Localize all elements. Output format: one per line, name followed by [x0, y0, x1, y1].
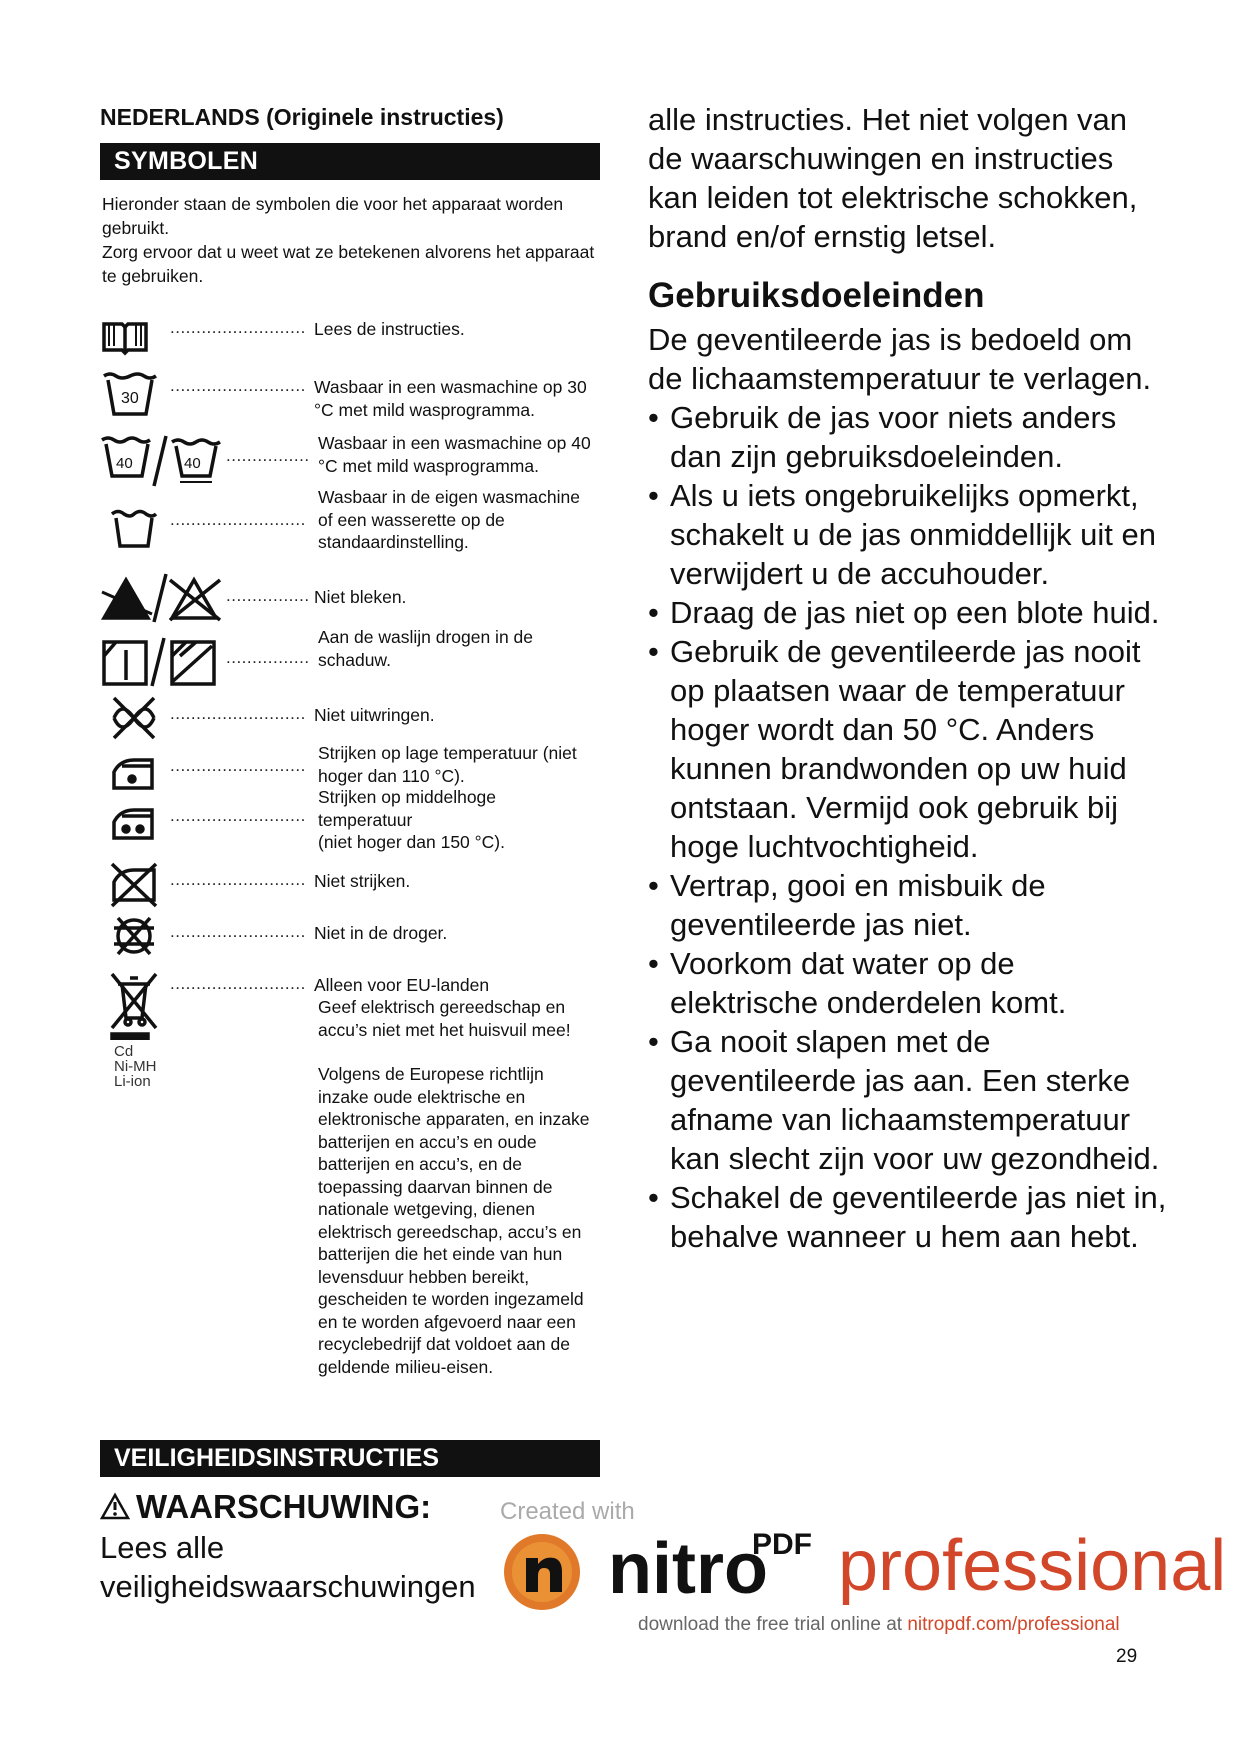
- usage-heading: Gebruiksdoeleinden: [648, 276, 985, 315]
- symbol-text-shade-dry: Aan de waslijn drogen in de schaduw.: [318, 627, 534, 670]
- symbol-text-eu-title: Alleen voor EU-landen: [314, 975, 490, 995]
- svg-text:40: 40: [116, 455, 133, 472]
- symbol-text-wash-std: Wasbaar in de eigen wasmachine of een wasserette op de standaardinstelling.: [318, 487, 580, 552]
- watermark-download-line: [638, 1614, 1120, 1636]
- warning-label: WAARSCHUWING:: [136, 1488, 432, 1525]
- usage-intro: De geventileerde jas is bedoeld om de lichaamstemperatuur te verlagen.: [648, 322, 1152, 396]
- symbol-dots: ..........................: [170, 806, 306, 825]
- warning-heading: [100, 1488, 431, 1526]
- symbols-intro: [102, 192, 600, 288]
- list-item: • Voorkom dat water op de elektrische onderdelen komt.: [648, 946, 1067, 1020]
- watermark-created-with: Created with: [500, 1498, 635, 1525]
- symbol-dots: ..........................: [170, 756, 306, 775]
- symbols-list: [100, 310, 620, 1430]
- symbol-text-wash-40: Wasbaar in een wasmachine op 40 °C met mild wasprogramma.: [318, 433, 591, 476]
- iron-low-icon: [110, 752, 158, 796]
- symbol-dots: ................: [226, 446, 310, 465]
- symbol-dots: ..........................: [170, 870, 306, 889]
- symbol-text-iron-low: Strijken op lage temperatuur (niet hoger dan 110 °C).: [318, 743, 577, 786]
- list-item: • Draag de jas niet op een blote huid.: [648, 595, 1160, 630]
- warning-body: Lees alle veiligheidswaarschuwingen: [100, 1530, 476, 1604]
- symbol-text-read: Lees de instructies.: [314, 319, 465, 339]
- language-title: NEDERLANDS (Originele instructies): [100, 104, 504, 130]
- symbol-dots: ..........................: [170, 704, 306, 723]
- usage-bullets: [648, 398, 1168, 1256]
- symbol-text-no-iron: Niet strijken.: [314, 871, 411, 891]
- watermark-download-prefix: download the free trial online at: [638, 1614, 908, 1635]
- symbol-dots: ..........................: [170, 922, 306, 941]
- book-icon: [100, 316, 150, 356]
- intro-line-1: Hieronder staan de symbolen die voor het apparaat worden gebruikt.: [102, 194, 564, 238]
- symbol-text-no-bleach: Niet bleken.: [314, 587, 407, 607]
- symbol-dots: ................: [226, 648, 310, 667]
- list-item: • Gebruik de jas voor niets anders dan zijn gebruiksdoeleinden.: [648, 400, 1117, 474]
- line-dry-shade-icon: [100, 636, 224, 688]
- wash-30-icon: [100, 370, 160, 418]
- intro-line-2: Zorg ervoor dat u weet wat ze betekenen alvorens het apparaat te gebruiken.: [102, 242, 595, 286]
- crossed-bin-icon: [108, 970, 160, 1040]
- nitro-logo-icon: [500, 1530, 584, 1614]
- symbol-text-eu-1: Geef elektrisch gereedschap en accu’s niet met het huisvuil mee!: [318, 997, 571, 1040]
- symbol-text-eu-2: Volgens de Europese richtlijn inzake oude elektrische en elektronische apparaten, en inzake batterijen en accu’s en oude batterijen en accu’s, en de toepassing daarvan binnen de nationale wetgeving, dienen elektrisch gereedschap, accu’s en batterijen die het einde van hun levensduur hebben bereikt, gescheiden te worden ingezameld en te worden afgevoerd naar een recyclebedrijf dat voldoet aan de geldende milieu-eisen.: [318, 1064, 590, 1377]
- chemical-liion: Li-ion: [114, 1073, 151, 1090]
- list-item: • Ga nooit slapen met de geventileerde jas aan. Een sterke afname van lichaamstemperatuur kan slecht zijn voor uw gezondheid.: [648, 1024, 1160, 1176]
- list-item: • Schakel de geventileerde jas niet in, behalve wanneer u hem aan hebt.: [648, 1180, 1167, 1254]
- continued-paragraph: alle instructies. Het niet volgen van de waarschuwingen en instructies kan leiden tot elektrische schokken, brand en/of ernstig letsel.: [648, 102, 1138, 254]
- list-item: • Vertrap, gooi en misbuik de geventileerde jas niet.: [648, 868, 1046, 942]
- safety-section-bar: VEILIGHEIDSINSTRUCTIES: [100, 1440, 600, 1477]
- symbol-text-wash-30: Wasbaar in een wasmachine op 30 °C met mild wasprogramma.: [314, 377, 587, 420]
- list-item: • Als u iets ongebruikelijks opmerkt, schakelt u de jas onmiddellijk uit en verwijdert u de accuhouder.: [648, 478, 1156, 591]
- left-column: [100, 104, 600, 288]
- warning-triangle-icon: [100, 1492, 130, 1520]
- watermark-brand-professional: professional: [838, 1526, 1227, 1606]
- symbols-section-bar: SYMBOLEN: [100, 143, 600, 180]
- list-item: • Gebruik de geventileerde jas nooit op plaatsen waar de temperatuur hoger wordt dan 50 °C. Anders kunnen brandwonden op uw huid ontstaan. Vermijd ook gebruik bij hoge luchtvochtigheid.: [648, 634, 1141, 864]
- symbol-dots: ..........................: [170, 974, 306, 993]
- watermark-brand-nitro: nitro: [608, 1529, 768, 1609]
- chemical-cd: Cd: [114, 1043, 134, 1060]
- no-tumble-dry-icon: [108, 912, 160, 960]
- symbol-text-no-wring: Niet uitwringen.: [314, 705, 435, 725]
- symbol-text-iron-mid-1: Strijken op middelhoge temperatuur: [318, 787, 497, 830]
- no-bleach-icon: [100, 572, 224, 624]
- symbol-text-iron-mid-2: (niet hoger dan 150 °C).: [318, 832, 505, 852]
- symbol-dots: ..........................: [170, 318, 306, 337]
- chemical-nimh: Ni-MH: [114, 1058, 157, 1075]
- symbol-text-no-dryer: Niet in de droger.: [314, 923, 448, 943]
- wash-tub-icon: [110, 506, 158, 552]
- no-wring-icon: [108, 694, 160, 742]
- watermark-brand-pdf: PDF: [752, 1528, 812, 1561]
- watermark-download-link[interactable]: nitropdf.com/professional: [907, 1614, 1120, 1635]
- wash-40-icon: [100, 432, 222, 488]
- iron-medium-icon: [110, 802, 158, 846]
- wash-30-label: 30: [121, 390, 139, 407]
- no-iron-icon: [108, 860, 160, 908]
- symbol-dots: ..........................: [170, 376, 306, 395]
- symbol-dots: ..........................: [170, 510, 306, 529]
- symbol-dots: ................: [226, 586, 310, 605]
- page-number: 29: [1116, 1646, 1138, 1667]
- svg-text:40: 40: [184, 455, 201, 472]
- right-column: [648, 100, 1168, 1256]
